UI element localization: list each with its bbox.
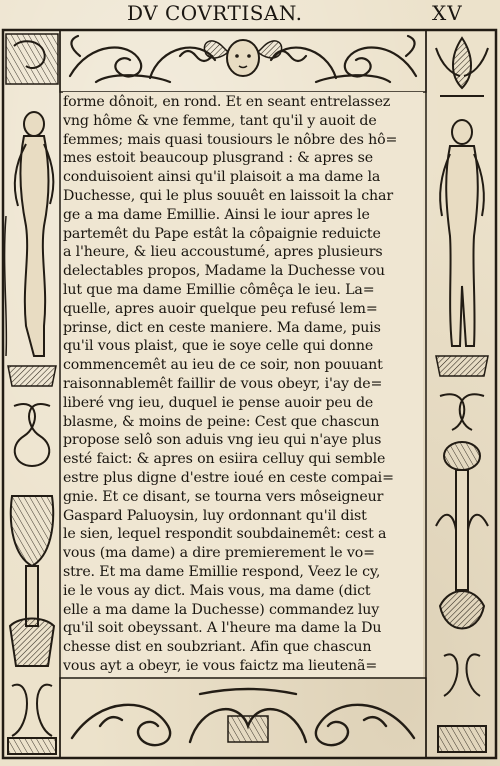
text-line: estre plus digne d'estre ioué en ceste compai= <box>63 470 394 486</box>
running-head: DV COVRTISAN. <box>127 1 303 25</box>
text-line: le sien, lequel respondit soubdainemêt: cest a <box>63 526 387 543</box>
text-line: stre. Et ma dame Emillie respond, Veez le cy, <box>63 564 381 580</box>
text-line: esté faict: & apres on esiira celluy qui semble <box>63 451 386 468</box>
text-line: vng hôme & vne femme, tant qu'il y auoit de <box>63 112 377 129</box>
text-line: blasme, & moins de peine: Cest que chascun <box>63 413 380 430</box>
text-line: propose selô son aduis vng ieu qui n'aye plus <box>63 432 382 449</box>
text-line: Gaspard Paluoysin, luy ordonnant qu'il dist <box>63 507 367 524</box>
right-fleur-ornament <box>436 38 488 96</box>
body-text <box>63 92 423 677</box>
text-line: elle a ma dame la Duchesse) commandez luy <box>63 601 380 618</box>
text-line: vous ayt a obeyr, ie vous faictz ma lieutenã= <box>63 658 378 674</box>
text-line: vous (ma dame) a dire premierement le vo= <box>63 545 375 562</box>
text-line: liberé vng ieu, duquel ie pense auoir peu de <box>63 394 374 411</box>
text-line: femmes; mais quasi tousiours le nôbre des hô= <box>63 131 398 148</box>
text-line: gnie. Et ce disant, se tourna vers môseigneur <box>63 488 384 505</box>
text-line: conduisoient ainsi qu'il plaisoit a ma dame la <box>63 169 381 186</box>
text-line: prinse, dict en ceste maniere. Ma dame, puis <box>63 319 381 336</box>
right-candelabrum <box>436 394 488 752</box>
cherub-head <box>204 40 281 76</box>
text-line: mes estoit beaucoup plusgrand : & apres se <box>63 150 374 167</box>
text-line: qu'il soit obeyssant. A l'heure ma dame la Du <box>63 620 382 637</box>
text-line: ge a ma dame Emillie. Ainsi le iour apres le <box>63 206 370 223</box>
text-line: a l'heure, & lieu accoustumé, apres plusieurs <box>63 244 383 261</box>
left-figure-eve <box>5 34 58 386</box>
text-line: raisonnablemêt faillir de vous obeyr, i'ay de= <box>63 376 383 392</box>
text-line: chesse dist en soubzriant. Afin que chascun <box>63 639 372 656</box>
text-line: commencemêt au ieu de ce soir, non pouuant <box>63 357 383 374</box>
text-line: Duchesse, qui le plus souuêt en laissoit la char <box>63 188 393 204</box>
text-line: delectables propos, Madame la Duchesse vou <box>63 263 385 280</box>
text-line: partemêt du Pape estât la côpaignie reduicte <box>63 225 381 242</box>
right-figure-adam <box>436 120 488 376</box>
text-line: lut que ma dame Emillie cômêça le ieu. La= <box>63 282 375 298</box>
page-header <box>0 0 500 26</box>
folio-number: XV <box>432 1 463 25</box>
text-line: qu'il vous plaist, que ie soye celle qui donne <box>63 338 374 355</box>
text-line: ie le vous ay dict. Mais vous, ma dame (dict <box>63 582 371 599</box>
text-line: forme dônoit, en rond. Et en seant entrelassez <box>63 94 391 110</box>
text-line: quelle, apres auoir quelque peu refusé lem= <box>63 300 378 317</box>
left-candelabrum <box>8 404 56 754</box>
